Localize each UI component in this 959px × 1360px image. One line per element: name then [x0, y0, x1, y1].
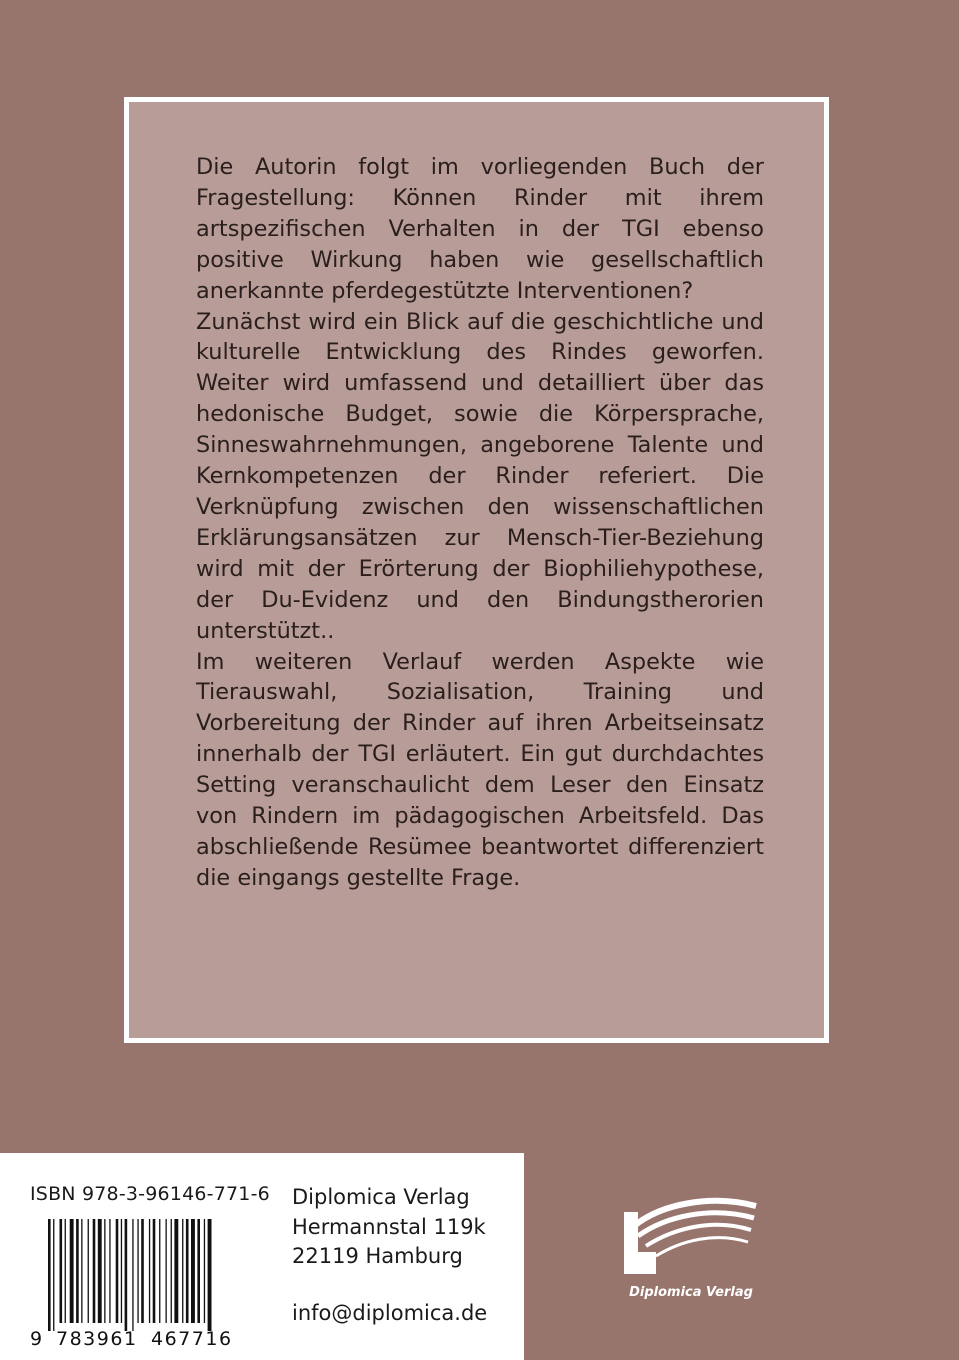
barcode-bar	[88, 1219, 89, 1323]
blurb-paragraph-3: Im weiteren Verlauf werden Aspekte wie Tierauswahl, Sozialisation, Training und Vorbereitung der Rinder auf ihren Arbeitseinsatz innerhalb der TGI erläutert. Ein gut durchdachtes Setting veranschaulicht dem Leser den Einsatz von Rindern im pädagogischen Arbeitsfeld. Das abschließende Resümee beantwortet differenziert die eingangs gestellte Frage.	[196, 648, 764, 891]
diplomica-logo	[616, 1184, 766, 1304]
blurb-paragraph-1: Die Autorin folgt im vorliegenden Buch der Fragestellung: Können Rinder mit ihrem artspezifischen Verhalten in der TGI ebenso positive Wirkung haben wie gesellschaftlich anerkannte pferdegestützte Interventionen?	[196, 154, 764, 304]
publisher-city: 22119 Hamburg	[292, 1244, 463, 1268]
barcode-bar	[174, 1219, 178, 1323]
barcode-bars	[48, 1219, 212, 1331]
barcode-bar	[149, 1219, 150, 1323]
barcode-bar	[60, 1219, 63, 1323]
barcode-bar	[93, 1219, 96, 1323]
publisher-street: Hermannstal 119k	[292, 1214, 486, 1239]
barcode-bar	[116, 1219, 119, 1323]
barcode-digit-first: 9	[30, 1328, 43, 1347]
logo-swoosh-4	[656, 1238, 748, 1256]
barcode-bar	[109, 1219, 110, 1323]
barcode	[30, 1219, 240, 1347]
barcode-bar	[171, 1219, 172, 1323]
logo-wordmark: Diplomica Verlag	[629, 1285, 753, 1300]
barcode-bar	[53, 1219, 54, 1331]
barcode-bar	[204, 1219, 205, 1323]
barcode-bar	[132, 1219, 133, 1331]
barcode-bar	[125, 1219, 128, 1331]
publisher-name: Diplomica Verlag	[292, 1185, 470, 1209]
barcode-bar	[81, 1219, 82, 1323]
blurb-frame	[124, 97, 829, 1043]
publisher-address	[292, 1183, 487, 1328]
imprint-box	[0, 1153, 524, 1360]
barcode-bar	[159, 1219, 160, 1323]
barcode-bar	[166, 1219, 167, 1323]
barcode-bar	[98, 1219, 102, 1323]
barcode-bar	[137, 1219, 138, 1323]
barcode-bar	[70, 1219, 74, 1323]
barcode-bar	[141, 1219, 144, 1323]
barcode-bar	[197, 1219, 200, 1323]
barcode-bar	[191, 1219, 195, 1323]
barcode-bar	[153, 1219, 156, 1323]
back-cover-blurb	[196, 152, 764, 894]
barcode-bar	[121, 1219, 122, 1323]
barcode-bar	[76, 1219, 79, 1323]
barcode-bar	[182, 1219, 183, 1323]
barcode-bar	[208, 1219, 212, 1331]
barcode-bar	[65, 1219, 66, 1323]
barcode-bar	[48, 1219, 51, 1331]
barcode-digits-right: 467716	[151, 1328, 233, 1347]
barcode-digits-left: 783961	[56, 1328, 138, 1347]
logo-swoosh-3	[646, 1225, 751, 1246]
isbn-label: ISBN 978-3-96146-771-6	[30, 1183, 270, 1205]
publisher-email: info@diplomica.de	[292, 1300, 488, 1325]
blurb-paragraph-2: Zunächst wird ein Blick auf die geschichtliche und kulturelle Entwicklung des Rindes geworfen. Weiter wird umfassend und detailliert über das hedonische Budget, sowie die Körpersprache, Sinneswahrnehmungen, angeborene Talente und Kernkompetenzen der Rinder referiert. Die Verknüpfung zwischen den wissenschaftlichen Erklärungsansätzen zur Mensch-Tier-Beziehung wird mit der Erörterung der Biophiliehypothese, der Du-Evidenz und den Bindungstherorien unterstützt..	[196, 308, 764, 644]
barcode-bar	[186, 1219, 189, 1323]
barcode-bar	[104, 1219, 105, 1323]
